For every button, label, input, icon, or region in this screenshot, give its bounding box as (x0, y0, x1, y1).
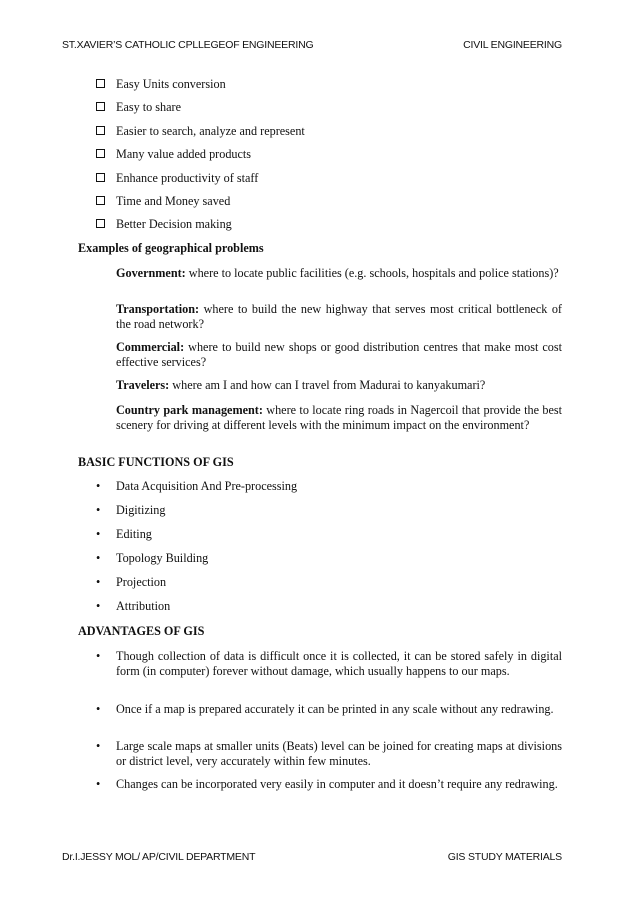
example-text: where to build the new highway that serves most critical bottleneck of the road network? (116, 302, 562, 331)
advantage-text: Once if a map is prepared accurately it can be printed in any scale without any redrawing. (116, 702, 554, 716)
example-paragraph (116, 340, 562, 370)
function-text: Projection (116, 575, 167, 589)
advantage-text: Though collection of data is difficult once it is collected, it can be stored safely in digital form (in computer) forever without damage, which usually happens to our maps. (116, 649, 562, 678)
benefit-text: Easier to search, analyze and represent (116, 124, 305, 138)
checkbox-icon (96, 173, 105, 182)
benefit-text: Better Decision making (116, 217, 232, 231)
advantage-item (96, 649, 562, 679)
benefit-text: Enhance productivity of staff (116, 171, 259, 185)
functions-heading: BASIC FUNCTIONS OF GIS (78, 455, 234, 469)
footer-subject: GIS STUDY MATERIALS (447, 851, 562, 863)
example-text: where to locate ring roads in Nagercoil that provide the best scenery for driving at different levels with the minimum impact on the environment? (116, 403, 562, 432)
header-department: CIVIL ENGINEERING (463, 39, 562, 51)
example-paragraph (116, 403, 562, 433)
examples-heading: Examples of geographical problems (78, 241, 264, 255)
benefit-text: Easy Units conversion (116, 77, 226, 91)
bullet-icon: • (96, 777, 101, 791)
benefit-text: Easy to share (116, 100, 181, 114)
advantages-heading: ADVANTAGES OF GIS (78, 624, 205, 638)
example-label: Country park management: (116, 403, 263, 417)
bullet-icon: • (96, 575, 101, 589)
bullet-icon: • (96, 503, 101, 517)
advantage-item (96, 739, 562, 769)
example-paragraph (116, 266, 562, 281)
bullet-icon: • (96, 702, 101, 716)
bullet-icon: • (96, 649, 101, 663)
function-text: Editing (116, 527, 152, 541)
header-college: ST.XAVIER’S CATHOLIC CPLLEGEOF ENGINEERING (62, 39, 314, 51)
function-text: Data Acquisition And Pre-processing (116, 479, 298, 493)
advantage-text: Changes can be incorporated very easily in computer and it doesn’t require any redrawing. (116, 777, 558, 791)
footer-author: Dr.I.JESSY MOL/ AP/CIVIL DEPARTMENT (62, 851, 256, 863)
advantage-item (96, 777, 562, 792)
bullet-icon: • (96, 739, 101, 753)
bullet-icon: • (96, 527, 101, 541)
checkbox-icon (96, 102, 105, 111)
example-text: where am I and how can I travel from Madurai to kanyakumari? (169, 378, 486, 392)
advantage-item (96, 702, 562, 717)
example-label: Transportation: (116, 302, 200, 316)
checkbox-icon (96, 219, 105, 228)
function-text: Attribution (116, 599, 171, 613)
example-text: where to build new shops or good distribution centres that make most cost effective services? (116, 340, 562, 369)
example-label: Government: (116, 266, 186, 280)
benefit-text: Many value added products (116, 147, 252, 161)
checkbox-icon (96, 196, 105, 205)
bullet-icon: • (96, 551, 101, 565)
benefit-text: Time and Money saved (116, 194, 231, 208)
example-label: Travelers: (116, 378, 170, 392)
bullet-icon: • (96, 599, 101, 613)
advantage-text: Large scale maps at smaller units (Beats) level can be joined for creating maps at divisions or district level, very accurately within few minutes. (116, 739, 562, 768)
example-text: where to locate public facilities (e.g. schools, hospitals and police stations)? (185, 266, 559, 280)
bullet-icon: • (96, 479, 101, 493)
checkbox-icon (96, 79, 105, 88)
function-text: Topology Building (116, 551, 209, 565)
example-paragraph (116, 378, 562, 393)
example-label: Commercial: (116, 340, 185, 354)
checkbox-icon (96, 149, 105, 158)
function-text: Digitizing (116, 503, 166, 517)
checkbox-icon (96, 126, 105, 135)
example-paragraph (116, 302, 562, 332)
